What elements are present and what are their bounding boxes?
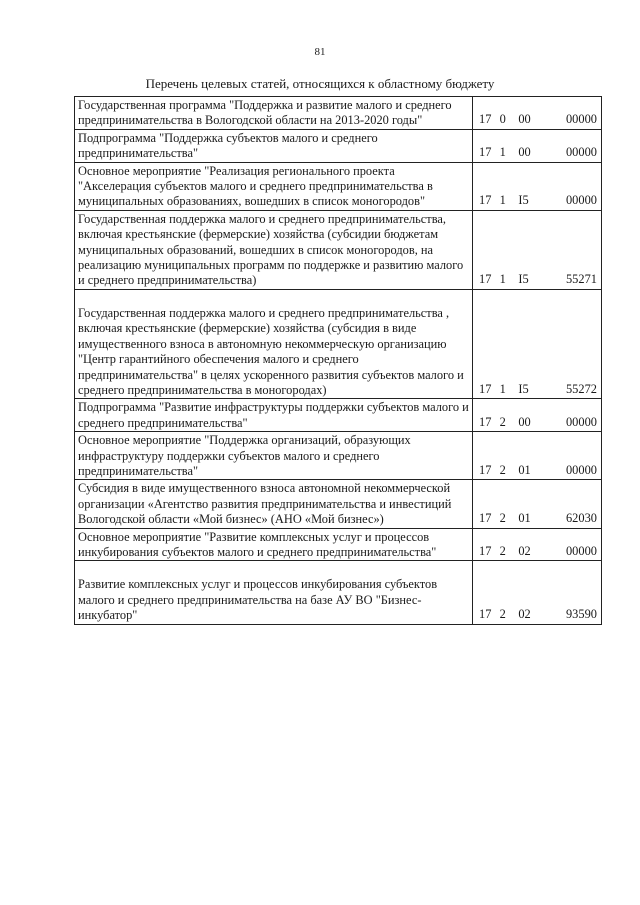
code-subprogram: 0: [499, 112, 506, 127]
row-code: [473, 97, 602, 130]
row-name: Основное мероприятие "Реализация регионального проекта "Акселерация субъектов малого и среднего предпринимательства в муниципальных образованиях, вошедших в список моногородов": [75, 162, 473, 210]
row-code: [473, 432, 602, 480]
row-code: [473, 289, 602, 398]
code-direction: 55272: [565, 381, 597, 396]
row-name: Субсидия в виде имущественного взноса автономной некоммерческой организации «Агентство развития предпринимательства и инвестиций Вологодской области «Мой бизнес» (АНО «Мой бизнес»): [75, 480, 473, 528]
target-articles-table: [74, 96, 602, 625]
code-program: 17: [479, 543, 492, 558]
table-row: [75, 210, 602, 289]
code-direction: 00000: [565, 112, 597, 127]
row-name: Подпрограмма "Развитие инфраструктуры поддержки субъектов малого и среднего предпринимательства": [75, 399, 473, 432]
row-code: [473, 210, 602, 289]
row-code: [473, 480, 602, 528]
code-event: 00: [518, 145, 531, 160]
code-subprogram: 2: [499, 414, 506, 429]
code-event: 00: [518, 414, 531, 429]
row-name: [75, 561, 473, 624]
code-direction: 00000: [565, 543, 597, 558]
code-event: 00: [518, 112, 531, 127]
code-direction: 00000: [565, 462, 597, 477]
table-row: [75, 162, 602, 210]
row-code: [473, 162, 602, 210]
table-row: [75, 480, 602, 528]
row-code: [473, 129, 602, 162]
code-subprogram: 1: [499, 145, 506, 160]
table-row: [75, 289, 602, 398]
code-event: I5: [518, 381, 529, 396]
code-subprogram: 2: [499, 462, 506, 477]
row-name: Основное мероприятие "Поддержка организаций, образующих инфраструктуру поддержки субъектов малого и среднего предпринимательства": [75, 432, 473, 480]
table-row: [75, 129, 602, 162]
row-name: Государственная поддержка малого и среднего предпринимательства, включая крестьянские (фермерские) хозяйства (субсидии бюджетам муниципальных образований, вошедших в список моногородов, на реализацию муниципальных программ по поддержке и развитию малого и среднего предпринимательства): [75, 210, 473, 289]
row-name: Подпрограмма "Поддержка субъектов малого и среднего предпринимательства": [75, 129, 473, 162]
table-row: [75, 561, 602, 624]
table-row: [75, 432, 602, 480]
table-row: [75, 97, 602, 130]
code-program: 17: [479, 272, 492, 287]
code-subprogram: 1: [499, 272, 506, 287]
code-event: I5: [518, 193, 529, 208]
row-name: Государственная программа "Поддержка и развитие малого и среднего предпринимательства в Вологодской области на 2013-2020 годы": [75, 97, 473, 130]
row-code: [473, 528, 602, 561]
row-name: Основное мероприятие "Развитие комплексных услуг и процессов инкубирования субъектов малого и среднего предпринимательства": [75, 528, 473, 561]
code-program: 17: [479, 462, 492, 477]
code-subprogram: 1: [499, 193, 506, 208]
code-program: 17: [479, 414, 492, 429]
row-name: [75, 289, 473, 398]
code-program: 17: [479, 193, 492, 208]
code-direction: 00000: [565, 193, 597, 208]
code-subprogram: 2: [499, 543, 506, 558]
code-program: 17: [479, 381, 492, 396]
code-direction: 00000: [565, 145, 597, 160]
code-direction: 00000: [565, 414, 597, 429]
row-code: [473, 561, 602, 624]
code-direction: 55271: [565, 272, 597, 287]
code-direction: 62030: [565, 511, 597, 526]
row-name-text: Развитие комплексных услуг и процессов инкубирования субъектов малого и среднего предпринимательства на базе АУ ВО "Бизнес-инкубатор": [78, 577, 438, 623]
code-subprogram: 2: [499, 511, 506, 526]
document-title: Перечень целевых статей, относящихся к областному бюджету: [145, 76, 495, 91]
code-event: 02: [518, 543, 531, 558]
code-subprogram: 2: [499, 607, 506, 622]
code-event: 02: [518, 607, 531, 622]
code-event: I5: [518, 272, 529, 287]
page-number: 81: [314, 46, 326, 58]
code-program: 17: [479, 112, 492, 127]
code-program: 17: [479, 607, 492, 622]
table-row: [75, 528, 602, 561]
code-program: 17: [479, 511, 492, 526]
row-code: [473, 399, 602, 432]
code-direction: 93590: [565, 607, 597, 622]
code-event: 01: [518, 462, 531, 477]
code-event: 01: [518, 511, 531, 526]
code-subprogram: 1: [499, 381, 506, 396]
code-program: 17: [479, 145, 492, 160]
row-name-text: Государственная поддержка малого и среднего предпринимательства , включая крестьянские (фермерские) хозяйства (субсидия в виде имущественного взноса в автономную некоммерческую организацию "Центр гарантийного обеспечения малого и среднего предпринимательства" в целях ускоренного развития субъектов малого и среднего предпринимательства в моногородах): [78, 305, 464, 397]
table-row: [75, 399, 602, 432]
